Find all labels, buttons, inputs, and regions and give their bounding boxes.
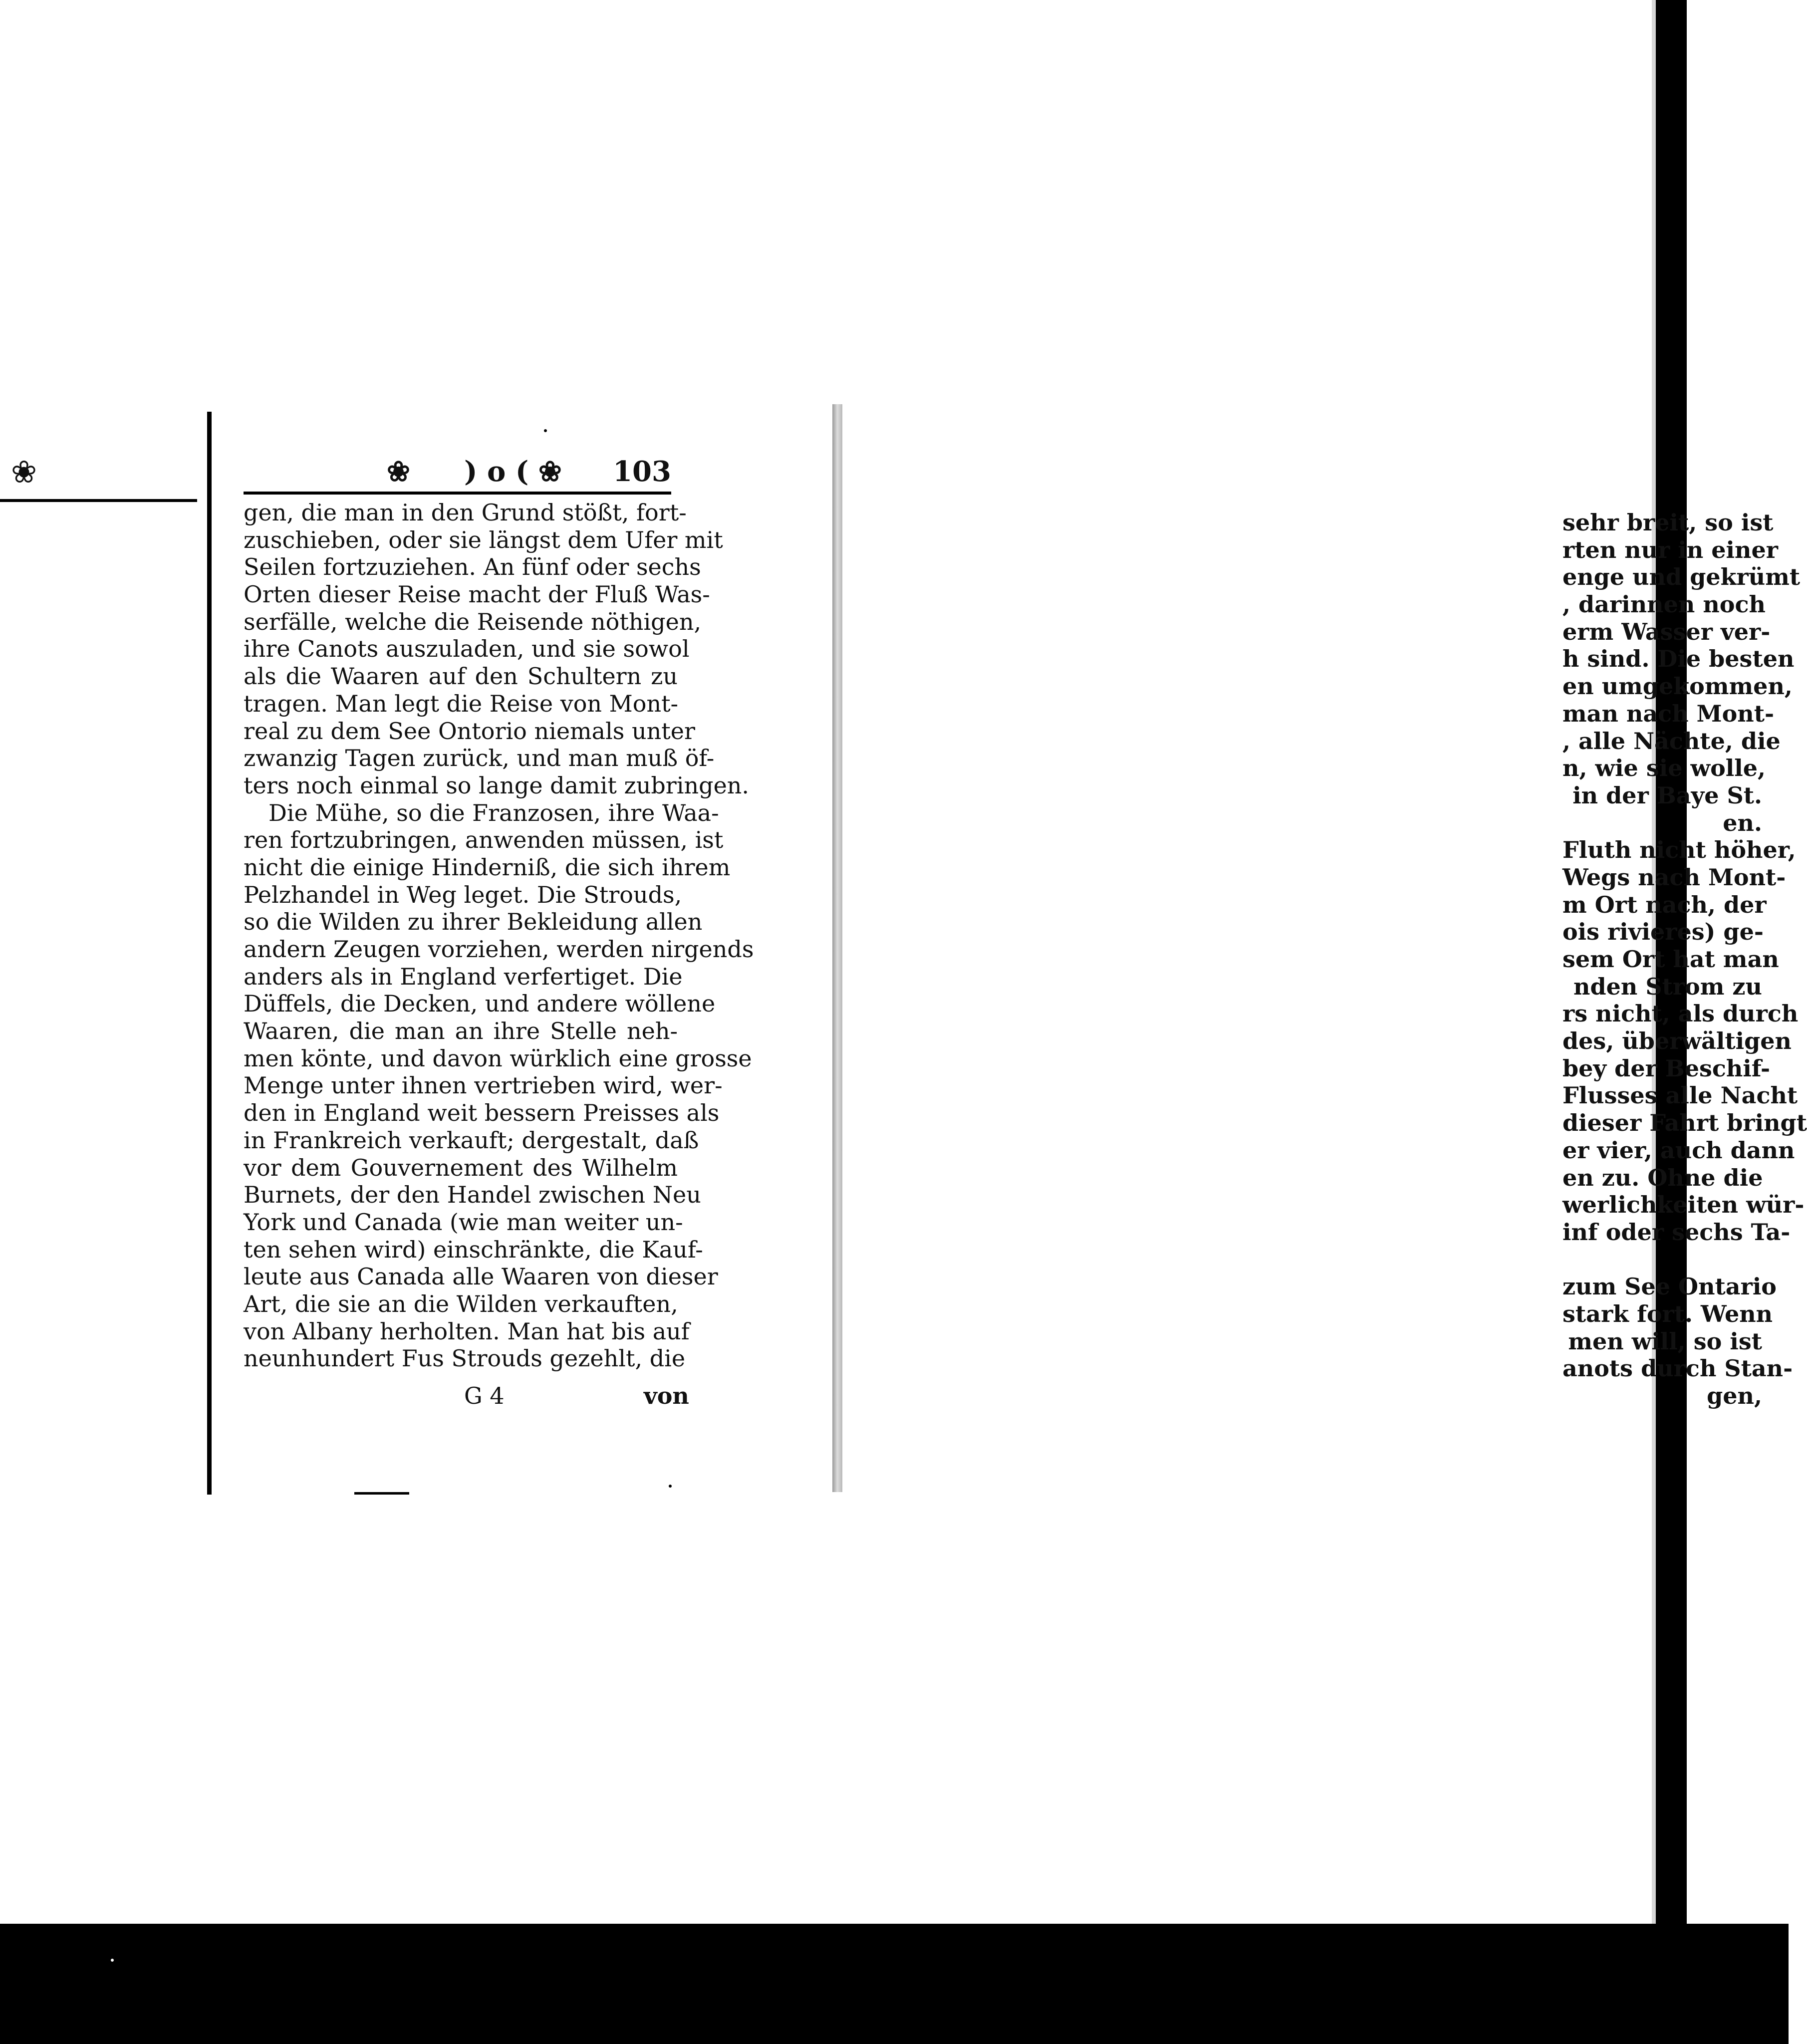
text-line: tragen. Man legt die Reise von Mont- [244,690,679,717]
text-line: in Frankreich verkauft; dergestalt, daß [244,1126,699,1154]
text-line: ten sehen wird) einschränkte, die Kauf- [244,1236,703,1263]
text-line: ihre Canots auszuladen, und sie sowol [244,635,690,663]
gutter-line [207,412,212,1495]
left-page-line: sehr breit, so ist [1562,509,1774,536]
text-line: andern Zeugen vorziehen, werden nirgends [244,936,754,963]
scan-speck [669,1485,672,1488]
text-line: Orten dieser Reise macht der Fluß Was- [244,581,710,608]
text-line: gen, die man in den Grund stößt, fort- [244,499,687,526]
text-line: zwanzig Tagen zurück, und man muß öf- [244,745,715,772]
text-line: Die Mühe, so die Franzosen, ihre Waa- [268,799,719,826]
left-page-ornament: ❀ [11,454,37,490]
text-line: leute aus Canada alle Waaren von dieser [244,1263,718,1290]
left-page-line: sem Ort hat man [1562,946,1779,973]
left-page-line: Wegs nach Mont- [1562,863,1786,891]
signature-mark: G 4 [464,1382,505,1409]
left-page-line: bey der Beschif- [1562,1054,1771,1082]
left-page-line: in der Baye St. [1572,781,1762,809]
left-page-line: en zu. Ohne die [1562,1164,1763,1191]
text-line: men könte, und davon würklich eine grosse [244,1044,752,1072]
left-page-line: er vier, auch dann [1562,1136,1795,1164]
text-line: vor dem Gouvernement des Wilhelm [244,1154,678,1181]
left-page-text [1562,509,1807,1410]
left-page-line: gen, [1707,1382,1762,1409]
left-page-line: h sind. Die besten [1562,645,1795,673]
text-line: real zu dem See Ontorio niemals unter [244,717,695,745]
text-line: nicht die einige Hinderniß, die sich ihrem [244,853,731,881]
left-page-line: m Ort nach, der [1562,891,1767,918]
header-decoration: ) o ( ❀ [464,455,562,488]
header-rule [244,492,671,495]
left-page-line [1562,1246,1762,1274]
page-edge-shadow [832,404,842,1492]
text-line: Menge unter ihnen vertrieben wird, wer- [244,1072,723,1099]
left-page-line: rs nicht, als durch [1562,1000,1799,1027]
text-line: als die Waaren auf den Schultern zu [244,663,678,690]
scan-speck [544,429,547,432]
text-line: zuschieben, oder sie längst dem Ufer mit [244,526,723,553]
left-page-line: Flusses alle Nacht [1562,1082,1798,1109]
page-number: 103 [613,455,671,488]
text-line: serfälle, welche die Reisende nöthigen, [244,608,702,635]
bottom-rule [354,1492,409,1495]
catchword: von [644,1382,689,1409]
left-page-line: werlichkeiten wür- [1562,1191,1805,1219]
text-line: anders als in England verfertiget. Die [244,963,683,990]
left-page-line: , darinnen noch [1562,591,1766,618]
left-page-line: anots durch Stan- [1562,1355,1793,1382]
left-page-line: ois rivieres) ge- [1562,918,1764,946]
scan-border-bottom [0,1924,1789,2044]
text-line: von Albany herholten. Man hat bis auf [244,1317,690,1345]
left-page-line: dieser Fahrt bringt [1562,1109,1807,1137]
left-page-header-rule [0,499,197,502]
text-line: ters noch einmal so lange damit zubringen. [244,771,750,799]
text-line: Art, die sie an die Wilden verkauften, [244,1290,678,1317]
header-ornament: ❀ [387,455,410,488]
body-text [244,499,754,1372]
left-page-line: en. [1723,809,1762,836]
scan-speck [111,1959,114,1962]
text-line: neunhundert Fus Strouds gezehlt, die [244,1345,686,1372]
text-line: Burnets, der den Handel zwischen Neu [244,1181,701,1209]
left-page-line: des, überwältigen [1562,1027,1792,1055]
left-page-line: zum See Ontario [1562,1273,1777,1300]
left-page-line: inf oder sechs Ta- [1562,1218,1791,1246]
running-header [387,457,671,487]
left-page-line: , alle Nächte, die [1562,727,1781,755]
text-line: Seilen fortzuziehen. An fünf oder sechs [244,553,701,581]
left-page-line: n, wie sie wolle, [1562,755,1766,782]
left-page-line: stark fort. Wenn [1562,1300,1773,1327]
left-page-line: nden Strom zu [1573,973,1762,1000]
left-page-line: rten nur in einer [1562,536,1778,563]
text-line: so die Wilden zu ihrer Bekleidung allen [244,908,703,936]
left-page-line: enge und gekrümt [1562,563,1801,591]
text-line: Pelzhandel in Weg leget. Die Strouds, [244,881,682,908]
left-page-line: men will, so ist [1568,1327,1762,1355]
left-page-line: Fluth nicht höher, [1562,836,1796,864]
text-line: Waaren, die man an ihre Stelle neh- [244,1018,678,1045]
text-line: den in England weit bessern Preisses als [244,1099,720,1127]
left-page-line: erm Wasser ver- [1562,618,1771,645]
text-line: ren fortzubringen, anwenden müssen, ist [244,826,724,854]
left-page-line: man nach Mont- [1562,700,1775,727]
text-line: Düffels, die Decken, und andere wöllene [244,990,716,1018]
text-line: York und Canada (wie man weiter un- [244,1208,683,1236]
left-page-line: en umgekommen, [1562,673,1793,700]
